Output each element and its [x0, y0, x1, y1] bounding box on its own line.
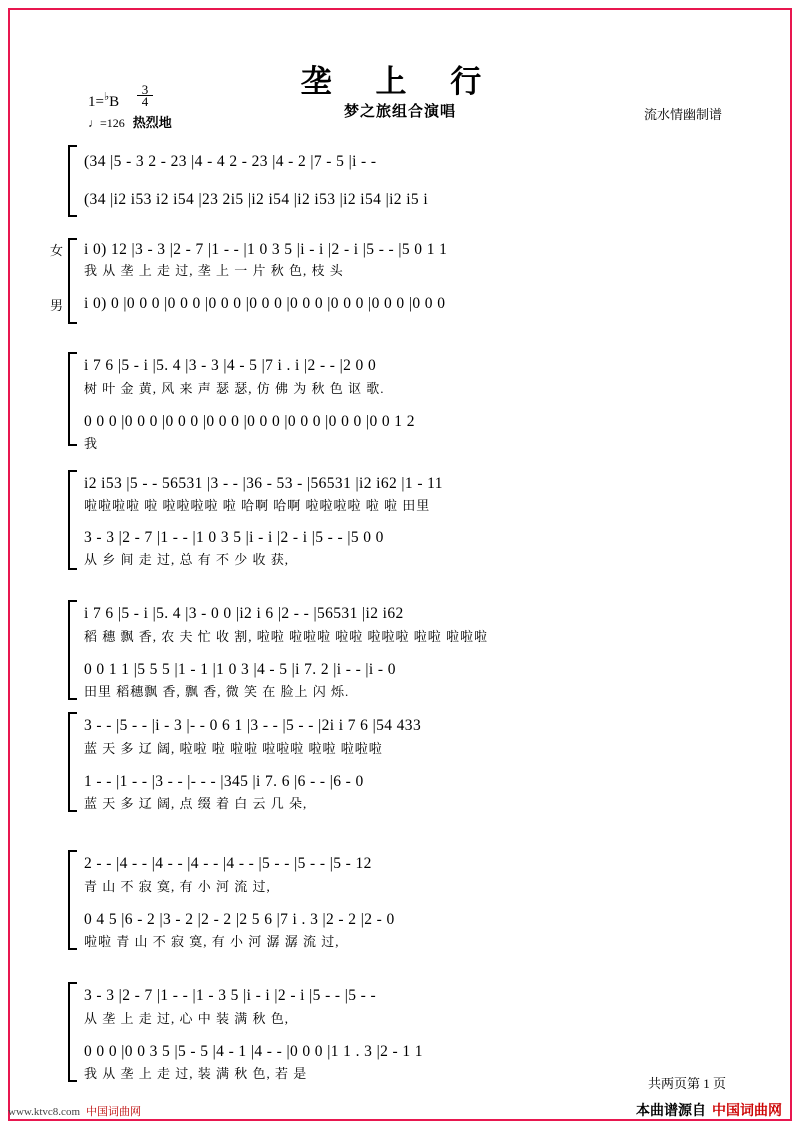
arranger-credit: 流水情幽制谱 [643, 107, 722, 122]
lyrics-line: 我 [84, 436, 99, 451]
notation-line: i 7 6 |5 - i |5. 4 |3 - 0 0 |i2 i 6 |2 - - |56531 |i2 i62 [84, 605, 404, 622]
lyrics-line: 我 从 垄 上 走 过, 垄 上 一 片 秋 色, 枝 头 [84, 263, 344, 278]
footer-source [636, 1100, 782, 1120]
notation-line: 3 - - |5 - - |i - 3 |- - 0 6 1 |3 - - |5 - - |2i i 7 6 |54 433 [84, 717, 422, 734]
page-title: 垄 上 行 [300, 64, 500, 99]
lyrics-line: 稻 穗 飘 香, 农 夫 忙 收 割, 啦啦 啦啦啦 啦啦 啦啦啦 啦啦 啦啦啦 [84, 629, 489, 644]
lyrics-line: 青 山 不 寂 寞, 有 小 河 流 过, [84, 879, 271, 894]
notation-line: i 0) 0 |0 0 0 |0 0 0 |0 0 0 |0 0 0 |0 0 0 |0 0 0 |0 0 0 |0 0 0 [84, 295, 446, 312]
notation-line: 3 - 3 |2 - 7 |1 - - |1 - 3 5 |i - i |2 - i |5 - - |5 - - [84, 987, 377, 1004]
lyrics-line: 我 从 垄 上 走 过, 装 满 秋 色, 若 是 [84, 1066, 308, 1081]
lyrics-line: 树 叶 金 黄, 风 来 声 瑟 瑟, 仿 佛 为 秋 色 讴 歌. [84, 381, 385, 396]
system-brace [68, 600, 77, 700]
footer-site-url: www.ktvc8.com [8, 1106, 80, 1118]
time-signature [137, 84, 153, 107]
notation-line: (34 |i2 i53 i2 i54 |23 2i5 |i2 i54 |i2 i53 |i2 i54 |i2 i5 i [84, 191, 429, 208]
notation-line: i2 i53 |5 - - 56531 |3 - - |36 - 53 - |56531 |i2 i62 |1 - 11 [84, 475, 443, 492]
notation-line: 1 - - |1 - - |3 - - |- - - |345 |i 7. 6 |6 - - |6 - 0 [84, 773, 364, 790]
lyrics-line: 从 乡 间 走 过, 总 有 不 少 收 获, [84, 552, 290, 567]
key-flat: ♭ [103, 91, 110, 103]
notation-line: 3 - 3 |2 - 7 |1 - - |1 0 3 5 |i - i |2 - i |5 - - |5 0 0 [84, 529, 384, 546]
system-brace [68, 982, 77, 1082]
notation-line: 0 4 5 |6 - 2 |3 - 2 |2 - 2 |2 5 6 |7 i . 3 |2 - 2 |2 - 0 [84, 911, 395, 928]
lyrics-line: 蓝 天 多 辽 阔, 啦啦 啦 啦啦 啦啦啦 啦啦 啦啦啦 [84, 741, 383, 756]
system-brace [68, 470, 77, 570]
notation-line: 2 - - |4 - - |4 - - |4 - - |4 - - |5 - - |5 - - |5 - 12 [84, 855, 372, 872]
footer-watermark [8, 1103, 141, 1119]
lyrics-line: 啦啦啦啦 啦 啦啦啦啦 啦 哈啊 哈啊 啦啦啦啦 啦 啦 田里 [84, 498, 431, 513]
key-note: B [109, 94, 120, 110]
lyrics-line: 田里 稻穗飘 香, 飘 香, 微 笑 在 脸上 闪 烁. [84, 684, 350, 699]
system-brace [68, 352, 77, 446]
notation-line: i 7 6 |5 - i |5. 4 |3 - 3 |4 - 5 |7 i . i |2 - - |2 0 0 [84, 357, 377, 374]
notation-line: (34 |5 - 3 2 - 23 |4 - 4 2 - 23 |4 - 2 |7 - 5 |i - - [84, 153, 377, 170]
tempo-value: ♩=126 [88, 116, 125, 130]
notation-line: 0 0 0 |0 0 3 5 |5 - 5 |4 - 1 |4 - - |0 0 0 |1 1 . 3 |2 - 1 1 [84, 1043, 423, 1060]
page-count-note: 共两页第 1 页 [647, 1076, 726, 1091]
footer-source-site: 中国词曲网 [712, 1104, 782, 1119]
part-label-male: 男 [50, 298, 64, 313]
lyrics-line: 啦啦 青 山 不 寂 寞, 有 小 河 潺 潺 流 过, [84, 934, 340, 949]
system-brace [68, 712, 77, 812]
footer-site-name: 中国词曲网 [86, 1106, 141, 1118]
system-brace [68, 850, 77, 950]
part-label-female: 女 [50, 243, 64, 258]
system-brace [68, 145, 77, 217]
time-numerator: 3 [137, 84, 153, 96]
notation-line: 0 0 1 1 |5 5 5 |1 - 1 |1 0 3 |4 - 5 |i 7. 2 |i - - |i - 0 [84, 661, 396, 678]
time-denominator: 4 [141, 94, 149, 109]
lyrics-line: 蓝 天 多 辽 阔, 点 缀 着 白 云 几 朵, [84, 796, 308, 811]
expression-marking: 热烈地 [132, 115, 172, 130]
footer-source-label: 本曲谱源自 [636, 1104, 706, 1119]
lyrics-line: 从 垄 上 走 过, 心 中 装 满 秋 色, [84, 1011, 290, 1026]
system-brace [68, 238, 77, 324]
notation-line: 0 0 0 |0 0 0 |0 0 0 |0 0 0 |0 0 0 |0 0 0 |0 0 0 |0 0 1 2 [84, 413, 415, 430]
key-label: 1= [88, 94, 104, 110]
key-signature [88, 90, 119, 111]
notation-line: i 0) 12 |3 - 3 |2 - 7 |1 - - |1 0 3 5 |i - i |2 - i |5 - - |5 0 1 1 [84, 241, 448, 258]
singer-credit: 梦之旅组合演唱 [343, 104, 456, 120]
tempo-marking [88, 112, 172, 131]
